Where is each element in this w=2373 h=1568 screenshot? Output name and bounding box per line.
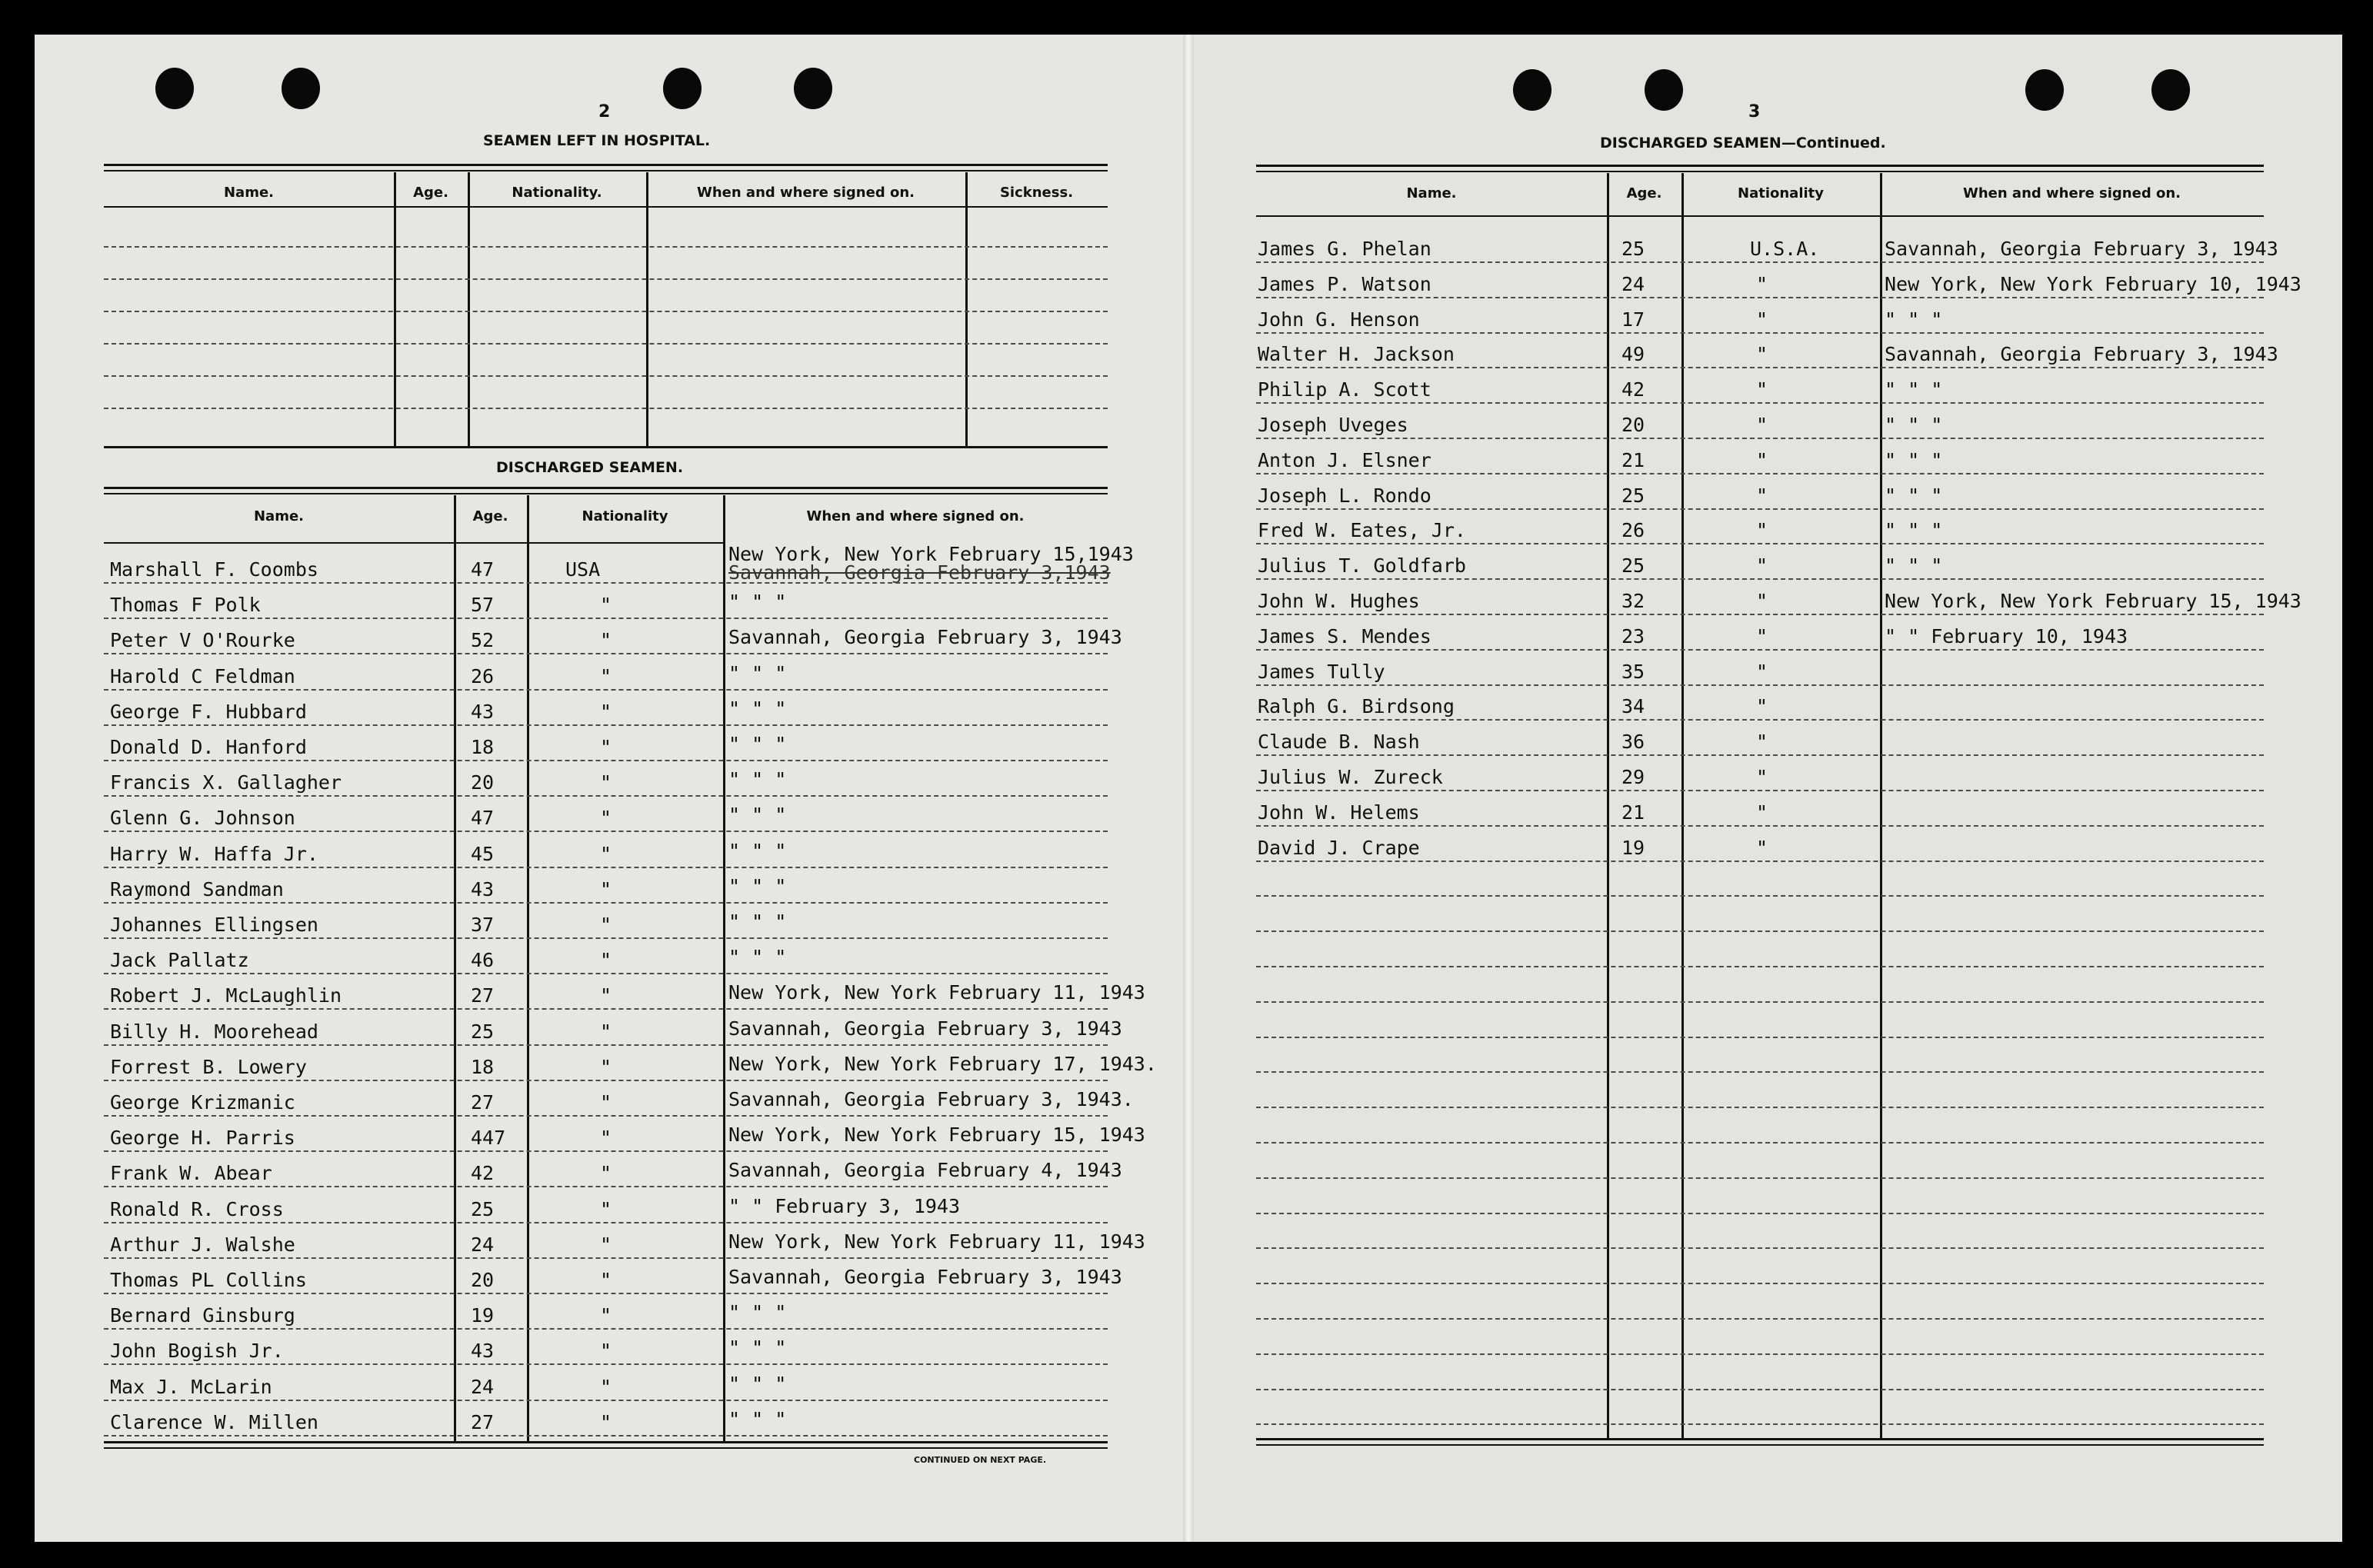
seaman-nationality: " <box>1756 378 1768 401</box>
row-line <box>1256 578 2264 580</box>
right-page-number: 3 <box>1748 102 1761 122</box>
signed-on: New York, New York February 10, 1943 <box>1885 273 2301 295</box>
seaman-name: John W. Helems <box>1258 801 1420 824</box>
seaman-name: Robert J. McLaughlin <box>110 984 342 1007</box>
row-line <box>104 867 1108 868</box>
row-line <box>104 653 1108 654</box>
seaman-nationality: " <box>600 594 612 616</box>
row-line <box>104 902 1108 904</box>
seaman-nationality: " <box>1756 414 1768 436</box>
seaman-age: 52 <box>471 629 495 651</box>
seaman-nationality: " <box>600 807 612 829</box>
seaman-age: 20 <box>471 1269 495 1291</box>
signed-on: " " " <box>728 662 787 684</box>
seaman-nationality: " <box>1756 625 1768 648</box>
rule <box>1256 1444 2264 1446</box>
seaman-age: 25 <box>1621 484 1645 507</box>
blank-line <box>104 343 1108 345</box>
seaman-nationality: " <box>600 914 612 936</box>
seaman-name: Billy H. Moorehead <box>110 1020 318 1043</box>
row-line <box>104 582 1108 584</box>
seaman-age: 37 <box>471 914 495 936</box>
rule <box>1256 171 2264 172</box>
seaman-nationality: " <box>600 701 612 723</box>
row-line <box>104 1257 1108 1259</box>
seaman-nationality: " <box>600 771 612 794</box>
seaman-nationality: " <box>600 1269 612 1291</box>
signed-on: " " " <box>728 804 787 826</box>
rule <box>1256 215 2264 217</box>
row-line <box>1256 861 2264 862</box>
signed-on: Savannah, Georgia February 3, 1943 <box>728 1266 1122 1288</box>
continued-header-nationality: Nationality <box>1738 185 1824 201</box>
seaman-name: Johannes Ellingsen <box>110 914 318 936</box>
row-line <box>1256 261 2264 263</box>
row-line <box>1256 508 2264 510</box>
row-line <box>104 1115 1108 1117</box>
signed-on: " " " <box>1885 484 1943 507</box>
seaman-age: 21 <box>1621 801 1645 824</box>
signed-on: Savannah, Georgia February 3, 1943 <box>728 1017 1122 1040</box>
right-title: DISCHARGED SEAMEN—Continued. <box>1600 135 1886 151</box>
signed-on: New York, New York February 17, 1943. <box>728 1053 1157 1075</box>
blank-line <box>104 246 1108 248</box>
seaman-nationality: " <box>600 1198 612 1220</box>
seaman-age: 25 <box>1621 238 1645 260</box>
seaman-age: 43 <box>471 1340 495 1362</box>
seaman-nationality: " <box>1756 731 1768 753</box>
seaman-age: 18 <box>471 736 495 758</box>
seaman-age: 20 <box>471 771 495 794</box>
seaman-name: John G. Henson <box>1258 308 1420 331</box>
seaman-age: 43 <box>471 701 495 723</box>
blank-line <box>1256 1389 2264 1390</box>
seaman-nationality: " <box>1756 449 1768 471</box>
signed-on: " " " <box>728 768 787 791</box>
seaman-age: 36 <box>1621 731 1645 753</box>
seaman-age: 47 <box>471 558 495 581</box>
signed-on: " " " <box>728 1337 787 1359</box>
rule <box>104 170 1108 171</box>
blank-line <box>1256 1001 2264 1003</box>
seaman-age: 57 <box>471 594 495 616</box>
column-divider <box>723 495 725 1441</box>
blank-line <box>1256 930 2264 932</box>
seaman-age: 34 <box>1621 695 1645 717</box>
seaman-name: Donald D. Hanford <box>110 736 307 758</box>
row-line <box>1256 719 2264 721</box>
seaman-nationality: " <box>1756 801 1768 824</box>
row-line <box>104 973 1108 974</box>
signed-on-struck: Savannah, Georgia February 3,1943 <box>728 561 1111 584</box>
seaman-nationality: " <box>600 1411 612 1433</box>
blank-line <box>1256 966 2264 967</box>
seaman-name: George F. Hubbard <box>110 701 307 723</box>
signed-on: " " " <box>728 946 787 968</box>
discharged-header-nationality: Nationality <box>582 508 668 524</box>
seaman-age: 32 <box>1621 590 1645 612</box>
seaman-nationality: " <box>1756 837 1768 859</box>
seaman-nationality: " <box>600 1304 612 1327</box>
blank-line <box>1256 1071 2264 1073</box>
row-line <box>104 937 1108 939</box>
row-line <box>104 1008 1108 1010</box>
signed-on: Savannah, Georgia February 3, 1943. <box>728 1088 1134 1110</box>
signed-on: " " " <box>728 875 787 897</box>
row-line <box>104 1293 1108 1294</box>
seaman-nationality: " <box>600 878 612 901</box>
seaman-nationality: " <box>600 1056 612 1078</box>
row-line <box>104 1328 1108 1330</box>
row-line <box>1256 754 2264 756</box>
row-line <box>104 760 1108 761</box>
signed-on: " " " <box>728 1301 787 1323</box>
seaman-age: 46 <box>471 949 495 971</box>
seaman-name: Frank W. Abear <box>110 1162 272 1184</box>
row-line <box>1256 614 2264 615</box>
seaman-name: Francis X. Gallagher <box>110 771 342 794</box>
blank-line <box>1256 1318 2264 1320</box>
punch-hole-7 <box>2025 69 2064 111</box>
hospital-header-name: Name. <box>223 185 274 201</box>
seaman-nationality: " <box>1756 695 1768 717</box>
seaman-age: 19 <box>471 1304 495 1327</box>
hospital-title: SEAMEN LEFT IN HOSPITAL. <box>483 132 711 149</box>
rule <box>104 493 1108 494</box>
seaman-name: Julius W. Zureck <box>1258 766 1443 788</box>
row-line <box>1256 649 2264 651</box>
seaman-name: Joseph L. Rondo <box>1258 484 1431 507</box>
page-fold <box>1183 35 1194 1542</box>
seaman-name: Philip A. Scott <box>1258 378 1431 401</box>
continued-header-signed: When and where signed on. <box>1962 185 2181 201</box>
blank-line <box>1256 1353 2264 1355</box>
seaman-age: 42 <box>471 1162 495 1184</box>
seaman-nationality: " <box>1756 484 1768 507</box>
signed-on: New York, New York February 11, 1943 <box>728 1230 1145 1253</box>
seaman-age: 447 <box>471 1127 506 1149</box>
signed-on: " " February 10, 1943 <box>1885 625 2128 648</box>
discharged-header-name: Name. <box>253 508 304 524</box>
seaman-nationality: " <box>600 1233 612 1256</box>
seaman-name: Harold C Feldman <box>110 665 295 687</box>
seaman-name: Clarence W. Millen <box>110 1411 318 1433</box>
seaman-name: James P. Watson <box>1258 273 1431 295</box>
signed-on: New York, New York February 11, 1943 <box>728 981 1145 1004</box>
seaman-age: 19 <box>1621 837 1645 859</box>
seaman-name: Walter H. Jackson <box>1258 343 1455 365</box>
blank-line <box>1256 1177 2264 1179</box>
seaman-name: Jack Pallatz <box>110 949 249 971</box>
discharged-header-age: Age. <box>472 508 508 524</box>
discharged-header-signed: When and where signed on. <box>806 508 1025 524</box>
seaman-nationality: " <box>1756 766 1768 788</box>
seaman-age: 25 <box>471 1198 495 1220</box>
seaman-name: James Tully <box>1258 661 1385 683</box>
row-line <box>104 1044 1108 1046</box>
seaman-nationality: " <box>1756 308 1768 331</box>
column-divider <box>527 495 529 1441</box>
seaman-age: 25 <box>471 1020 495 1043</box>
rule <box>104 487 1108 489</box>
seaman-name: Marshall F. Coombs <box>110 558 318 581</box>
blank-line <box>104 375 1108 377</box>
row-line <box>104 1186 1108 1187</box>
seaman-nationality: " <box>1756 661 1768 683</box>
signed-on: " " " <box>728 591 787 613</box>
blank-line <box>1256 895 2264 897</box>
seaman-name: Fred W. Eates, Jr. <box>1258 519 1466 541</box>
signed-on: New York, New York February 15, 1943 <box>1885 590 2301 612</box>
hospital-header-nationality: Nationality. <box>512 185 602 201</box>
signed-on: " " " <box>1885 414 1943 436</box>
seaman-nationality: " <box>600 1127 612 1149</box>
seaman-nationality: " <box>600 629 612 651</box>
signed-on: " " " <box>1885 554 1943 577</box>
blank-line <box>104 278 1108 280</box>
seaman-nationality: " <box>1756 554 1768 577</box>
seaman-age: 24 <box>471 1233 495 1256</box>
row-line <box>104 1363 1108 1365</box>
continued-footer: CONTINUED ON NEXT PAGE. <box>914 1455 1047 1465</box>
seaman-name: Julius T. Goldfarb <box>1258 554 1466 577</box>
rule <box>104 206 1108 208</box>
seaman-name: George H. Parris <box>110 1127 295 1149</box>
seaman-name: Anton J. Elsner <box>1258 449 1431 471</box>
seaman-name: Ronald R. Cross <box>110 1198 284 1220</box>
row-line <box>104 795 1108 797</box>
seaman-age: 45 <box>471 843 495 865</box>
signed-on: New York, New York February 15, 1943 <box>728 1124 1145 1146</box>
seaman-nationality: " <box>1756 343 1768 365</box>
seaman-name: Bernard Ginsburg <box>110 1304 295 1327</box>
signed-on: " " " <box>728 1408 787 1430</box>
seaman-name: James S. Mendes <box>1258 625 1431 648</box>
signed-on: " " " <box>728 840 787 862</box>
seaman-age: 23 <box>1621 625 1645 648</box>
seaman-age: 25 <box>1621 554 1645 577</box>
seaman-age: 29 <box>1621 766 1645 788</box>
seaman-name: Raymond Sandman <box>110 878 284 901</box>
column-divider <box>394 172 396 446</box>
blank-line <box>1256 1037 2264 1038</box>
left-page-number: 2 <box>598 102 611 122</box>
row-line <box>104 1150 1108 1152</box>
punch-hole-3 <box>663 68 702 109</box>
row-line <box>104 1435 1108 1437</box>
signed-on: New York, New York February 15,1943 <box>728 543 1134 565</box>
hospital-header-sickness: Sickness. <box>999 185 1074 201</box>
seaman-age: 47 <box>471 807 495 829</box>
seaman-age: 43 <box>471 878 495 901</box>
signed-on: " " " <box>728 733 787 755</box>
seaman-age: 26 <box>1621 519 1645 541</box>
blank-line <box>1256 1107 2264 1108</box>
seaman-name: Peter V O'Rourke <box>110 629 295 651</box>
rule <box>104 1441 1108 1443</box>
discharged-title: DISCHARGED SEAMEN. <box>496 459 684 476</box>
seaman-nationality: " <box>600 1091 612 1114</box>
signed-on: Savannah, Georgia February 3, 1943 <box>728 626 1122 648</box>
blank-line <box>1256 1423 2264 1425</box>
punch-hole-4 <box>794 68 832 109</box>
signed-on: " " February 3, 1943 <box>728 1195 961 1217</box>
signed-on: " " " <box>1885 378 1943 401</box>
seaman-name: Glenn G. Johnson <box>110 807 295 829</box>
rule <box>1256 165 2264 167</box>
punch-hole-5 <box>1513 69 1551 111</box>
seaman-name: Claude B. Nash <box>1258 731 1420 753</box>
seaman-name: Forrest B. Lowery <box>110 1056 307 1078</box>
signed-on: Savannah, Georgia February 4, 1943 <box>728 1159 1122 1181</box>
blank-line <box>1256 1142 2264 1144</box>
punch-hole-2 <box>282 68 320 109</box>
rule <box>104 446 1108 448</box>
seaman-age: 49 <box>1621 343 1645 365</box>
row-line <box>1256 402 2264 404</box>
seaman-name: Joseph Uveges <box>1258 414 1408 436</box>
seaman-name: Arthur J. Walshe <box>110 1233 295 1256</box>
blank-line <box>1256 1213 2264 1214</box>
row-line <box>104 724 1108 726</box>
seaman-age: 21 <box>1621 449 1645 471</box>
rule <box>104 542 723 544</box>
row-line <box>104 1400 1108 1401</box>
hospital-header-age: Age. <box>413 185 448 201</box>
seaman-name: Max J. McLarin <box>110 1376 272 1398</box>
seaman-age: 24 <box>1621 273 1645 295</box>
seaman-nationality: " <box>600 665 612 687</box>
seaman-nationality: " <box>600 949 612 971</box>
blank-line <box>104 408 1108 409</box>
row-line <box>1256 332 2264 334</box>
seaman-nationality: " <box>600 984 612 1007</box>
seaman-age: 27 <box>471 1411 495 1433</box>
signed-on: " " " <box>728 1373 787 1395</box>
row-line <box>104 689 1108 691</box>
signed-on: Savannah, Georgia February 3, 1943 <box>1885 343 2278 365</box>
row-line <box>1256 297 2264 298</box>
signed-on: " " " <box>1885 308 1943 331</box>
seaman-age: 24 <box>471 1376 495 1398</box>
seaman-nationality: " <box>600 843 612 865</box>
signed-on: " " " <box>728 697 787 720</box>
punch-hole-1 <box>155 68 194 109</box>
seaman-age: 27 <box>471 984 495 1007</box>
signed-on: Savannah, Georgia February 3, 1943 <box>1885 238 2278 260</box>
seaman-age: 35 <box>1621 661 1645 683</box>
row-line <box>1256 438 2264 439</box>
punch-hole-6 <box>1645 69 1683 111</box>
rule <box>1256 1438 2264 1440</box>
seaman-nationality: " <box>1756 519 1768 541</box>
seaman-nationality: USA <box>565 558 601 581</box>
row-line <box>104 831 1108 832</box>
row-line <box>1256 543 2264 544</box>
row-line <box>104 1222 1108 1223</box>
blank-line <box>1256 1247 2264 1249</box>
column-divider <box>454 495 456 1441</box>
signed-on: " " " <box>728 911 787 933</box>
column-divider <box>965 172 968 446</box>
row-line <box>1256 825 2264 827</box>
continued-header-age: Age. <box>1626 185 1662 201</box>
right-page <box>1188 35 2342 1542</box>
row-line <box>104 1080 1108 1081</box>
signed-on: " " " <box>1885 449 1943 471</box>
seaman-nationality: U.S.A. <box>1750 238 1820 260</box>
seaman-age: 20 <box>1621 414 1645 436</box>
seaman-name: James G. Phelan <box>1258 238 1431 260</box>
signed-on: " " " <box>1885 519 1943 541</box>
seaman-age: 17 <box>1621 308 1645 331</box>
blank-line <box>1256 1283 2264 1284</box>
punch-hole-8 <box>2151 69 2190 111</box>
seaman-nationality: " <box>600 1376 612 1398</box>
row-line <box>1256 473 2264 474</box>
seaman-name: Thomas F Polk <box>110 594 261 616</box>
rule <box>104 1447 1108 1449</box>
seaman-age: 42 <box>1621 378 1645 401</box>
continued-header-name: Name. <box>1406 185 1457 201</box>
row-line <box>1256 684 2264 686</box>
seaman-age: 26 <box>471 665 495 687</box>
seaman-nationality: " <box>1756 590 1768 612</box>
rule <box>104 164 1108 166</box>
row-line <box>1256 367 2264 368</box>
row-line <box>104 618 1108 619</box>
column-divider <box>646 172 648 446</box>
row-line <box>1256 790 2264 791</box>
seaman-age: 27 <box>471 1091 495 1114</box>
seaman-nationality: " <box>600 736 612 758</box>
seaman-name: Ralph G. Birdsong <box>1258 695 1455 717</box>
seaman-nationality: " <box>1756 273 1768 295</box>
seaman-name: Harry W. Haffa Jr. <box>110 843 318 865</box>
seaman-name: Thomas PL Collins <box>110 1269 307 1291</box>
seaman-nationality: " <box>600 1020 612 1043</box>
seaman-name: George Krizmanic <box>110 1091 295 1114</box>
column-divider <box>468 172 470 446</box>
hospital-header-signed: When and where signed on. <box>696 185 915 201</box>
seaman-name: David J. Crape <box>1258 837 1420 859</box>
blank-line <box>104 311 1108 312</box>
seaman-name: John W. Hughes <box>1258 590 1420 612</box>
seaman-nationality: " <box>600 1340 612 1362</box>
seaman-name: John Bogish Jr. <box>110 1340 284 1362</box>
seaman-age: 18 <box>471 1056 495 1078</box>
seaman-nationality: " <box>600 1162 612 1184</box>
